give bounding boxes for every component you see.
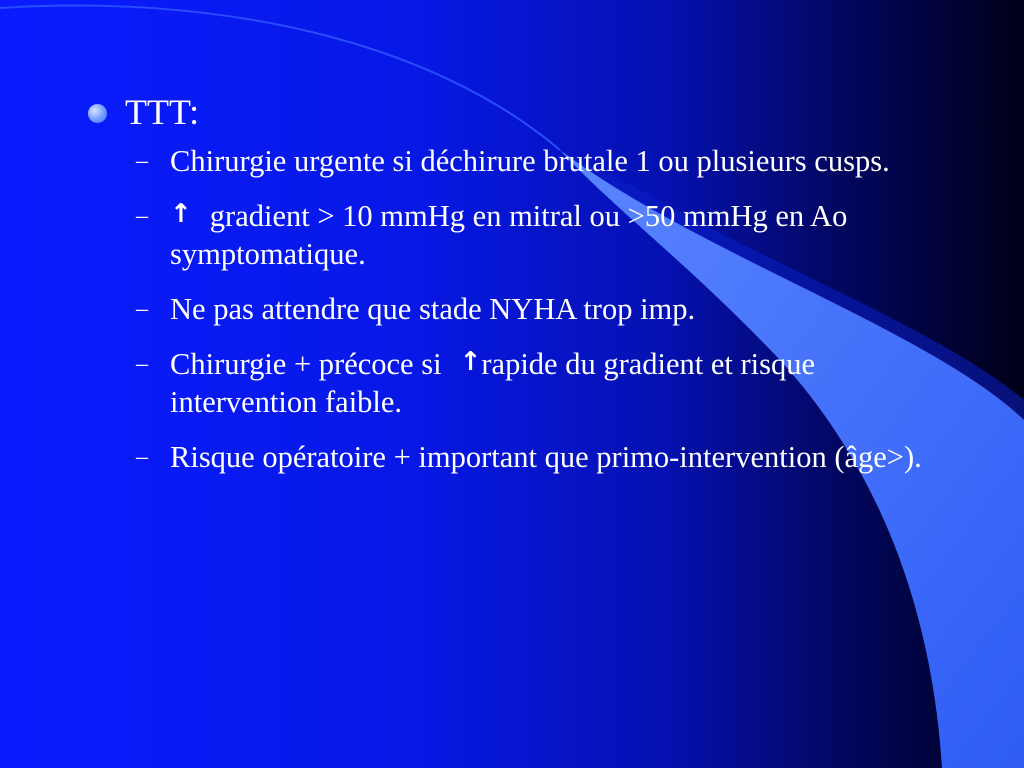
- slide-content: [88, 90, 968, 493]
- up-arrow-icon: ↑: [459, 347, 482, 377]
- bullet-dot-icon: [88, 104, 107, 123]
- dash-bullet: –: [136, 203, 148, 229]
- sub-bullet-text: Ne pas attendre que stade NYHA trop imp.: [170, 292, 696, 326]
- heading-bullet-item: [88, 90, 968, 134]
- sub-bullet-text-wrapper: [170, 345, 926, 421]
- sub-bullet-item: [136, 345, 926, 421]
- dash-bullet: –: [136, 444, 148, 470]
- dash-bullet: –: [136, 148, 148, 174]
- sub-bullet-text: gradient > 10 mmHg en mitral ou >50 mmHg en Ao symptomatique.: [170, 199, 848, 271]
- slide-heading: TTT:: [125, 92, 200, 132]
- dash-bullet: –: [136, 296, 148, 322]
- sub-bullet-text: Chirurgie urgente si déchirure brutale 1 ou plusieurs cusps.: [170, 144, 890, 178]
- sub-bullet-text-after: rapide du gradient et risque intervention faible.: [170, 347, 816, 419]
- sub-bullet-item: [136, 197, 926, 273]
- sub-bullet-item: [136, 438, 926, 476]
- sub-bullet-text-wrapper: [170, 197, 926, 273]
- sub-bullet-text-before: Chirurgie + précoce si: [170, 347, 442, 381]
- sub-bullet-text: Risque opératoire + important que primo-intervention (âge>).: [170, 440, 922, 474]
- dash-bullet: –: [136, 351, 148, 377]
- up-arrow-icon: ↑: [170, 199, 192, 229]
- sub-bullet-list: [88, 142, 968, 476]
- sub-bullet-item: [136, 142, 926, 180]
- sub-bullet-item: [136, 290, 926, 328]
